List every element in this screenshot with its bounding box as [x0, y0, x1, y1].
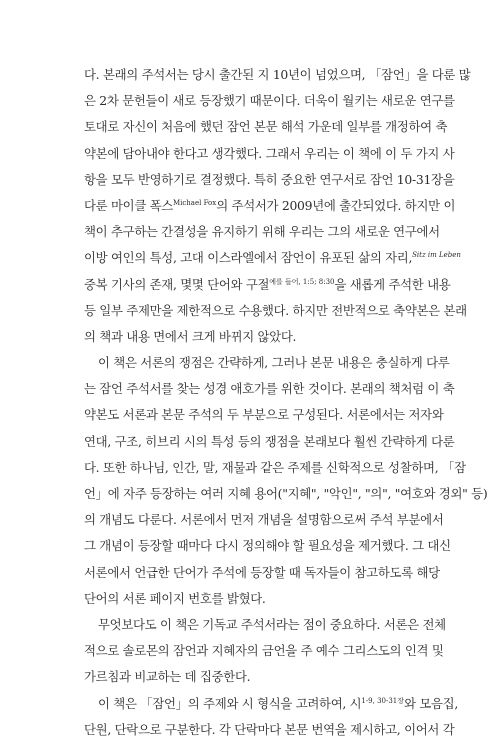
text-line: 의 책과 내용 면에서 크게 바뀌지 않았다.: [84, 328, 297, 344]
body-text: [84, 62, 488, 743]
text-line: 의 개념도 다룬다. 서론에서 먼저 개념을 설명함으로써 주석 부분에서: [84, 512, 444, 528]
text-segment: 중복 기사의 존재, 몇몇 단어와 구절: [84, 276, 270, 292]
text-line: 무엇보다도 이 책은 기독교 주석서라는 점이 중요하다. 서론은 전체: [98, 616, 446, 632]
text-line: [84, 193, 456, 219]
text-line: 은 2차 문헌들이 새로 등장했기 때문이다. 더욱이 월키는 새로운 연구를: [84, 93, 455, 109]
text-line: 언」에 자주 등장하는 여러 지혜 용어("지혜", "악인", "의", "여호와 경외" 등): [84, 486, 488, 501]
text-line: [84, 245, 461, 271]
superscript-note: Michael Fox: [172, 198, 217, 207]
text-line: [84, 272, 451, 298]
text-line: 단원, 단락으로 구분한다. 각 단락마다 본문 번역을 제시하고, 이어서 각: [84, 721, 455, 737]
text-line: 가르침과 비교하는 데 집중한다.: [84, 669, 251, 685]
text-line: 약본에 담아내야 한다고 생각했다. 그래서 우리는 이 책에 이 두 가지 사: [84, 145, 455, 161]
text-line: 이 책은 서론의 쟁점은 간략하게, 그러나 본문 내용은 충실하게 다루: [98, 355, 450, 371]
text-segment: 다룬 마이클 폭스: [84, 197, 173, 213]
text-line: 는 잠언 주석서를 찾는 성경 애호가를 위한 것이다. 본래의 책처럼 이 축: [84, 381, 455, 397]
text-line: 다. 본래의 주석서는 당시 출간된 지 10년이 넘었으며, 「잠언」을 다룬 많: [84, 67, 471, 82]
text-line: 서론에서 언급한 단어가 주석에 등장할 때 독자들이 참고하도록 해당: [84, 564, 440, 580]
text-line: [84, 691, 458, 717]
text-line: 책이 추구하는 간결성을 유지하기 위해 우리는 그의 새로운 연구에서: [84, 224, 440, 240]
superscript-note: Sitz im Leben: [412, 251, 461, 260]
text-line: 연대, 구조, 히브리 시의 특성 등의 쟁점을 본래보다 훨씬 간략하게 다룬: [84, 433, 455, 449]
text-line: 토대로 자신이 처음에 했던 잠언 본문 해석 가운데 일부를 개정하여 축: [84, 119, 448, 135]
text-line: 항을 모두 반영하기로 결정했다. 특히 중요한 연구서로 잠언 10-31장을: [84, 171, 455, 187]
superscript-note: 예를 들어, 1:5; 8:30: [269, 277, 335, 286]
text-segment: 이방 여인의 특성, 고대 이스라엘에서 잠언이 유포된 삶의 자리,: [84, 250, 413, 266]
text-line: 적으로 솔로몬의 잠언과 지혜자의 금언을 주 예수 그리스도의 인격 및: [84, 643, 444, 659]
text-line: 다. 또한 하나님, 인간, 말, 재물과 같은 주제를 신학적으로 성찰하며, 「잠: [84, 459, 466, 475]
text-segment: 을 새롭게 주석한 내용: [334, 276, 451, 292]
superscript-note: 1-9, 30-31장: [361, 696, 405, 705]
text-segment: 이 책은 「잠언」의 주제와 시 형식을 고려하여, 시: [98, 695, 362, 711]
text-line: 단어의 서론 페이지 번호를 밝혔다.: [84, 590, 266, 606]
text-line: 등 일부 주제만을 제한적으로 수용했다. 하지만 전반적으로 축약본은 본래: [84, 302, 467, 318]
text-line: 그 개념이 등장할 때마다 다시 정의해야 할 필요성을 제거했다. 그 대신: [84, 538, 451, 554]
text-line: 약본도 서론과 본문 주석의 두 부분으로 구성된다. 서론에서는 저자와: [84, 407, 444, 423]
text-segment: 의 주석서가 2009년에 출간되었다. 하지만 이: [216, 197, 456, 213]
text-segment: 와 모음집,: [404, 695, 458, 711]
